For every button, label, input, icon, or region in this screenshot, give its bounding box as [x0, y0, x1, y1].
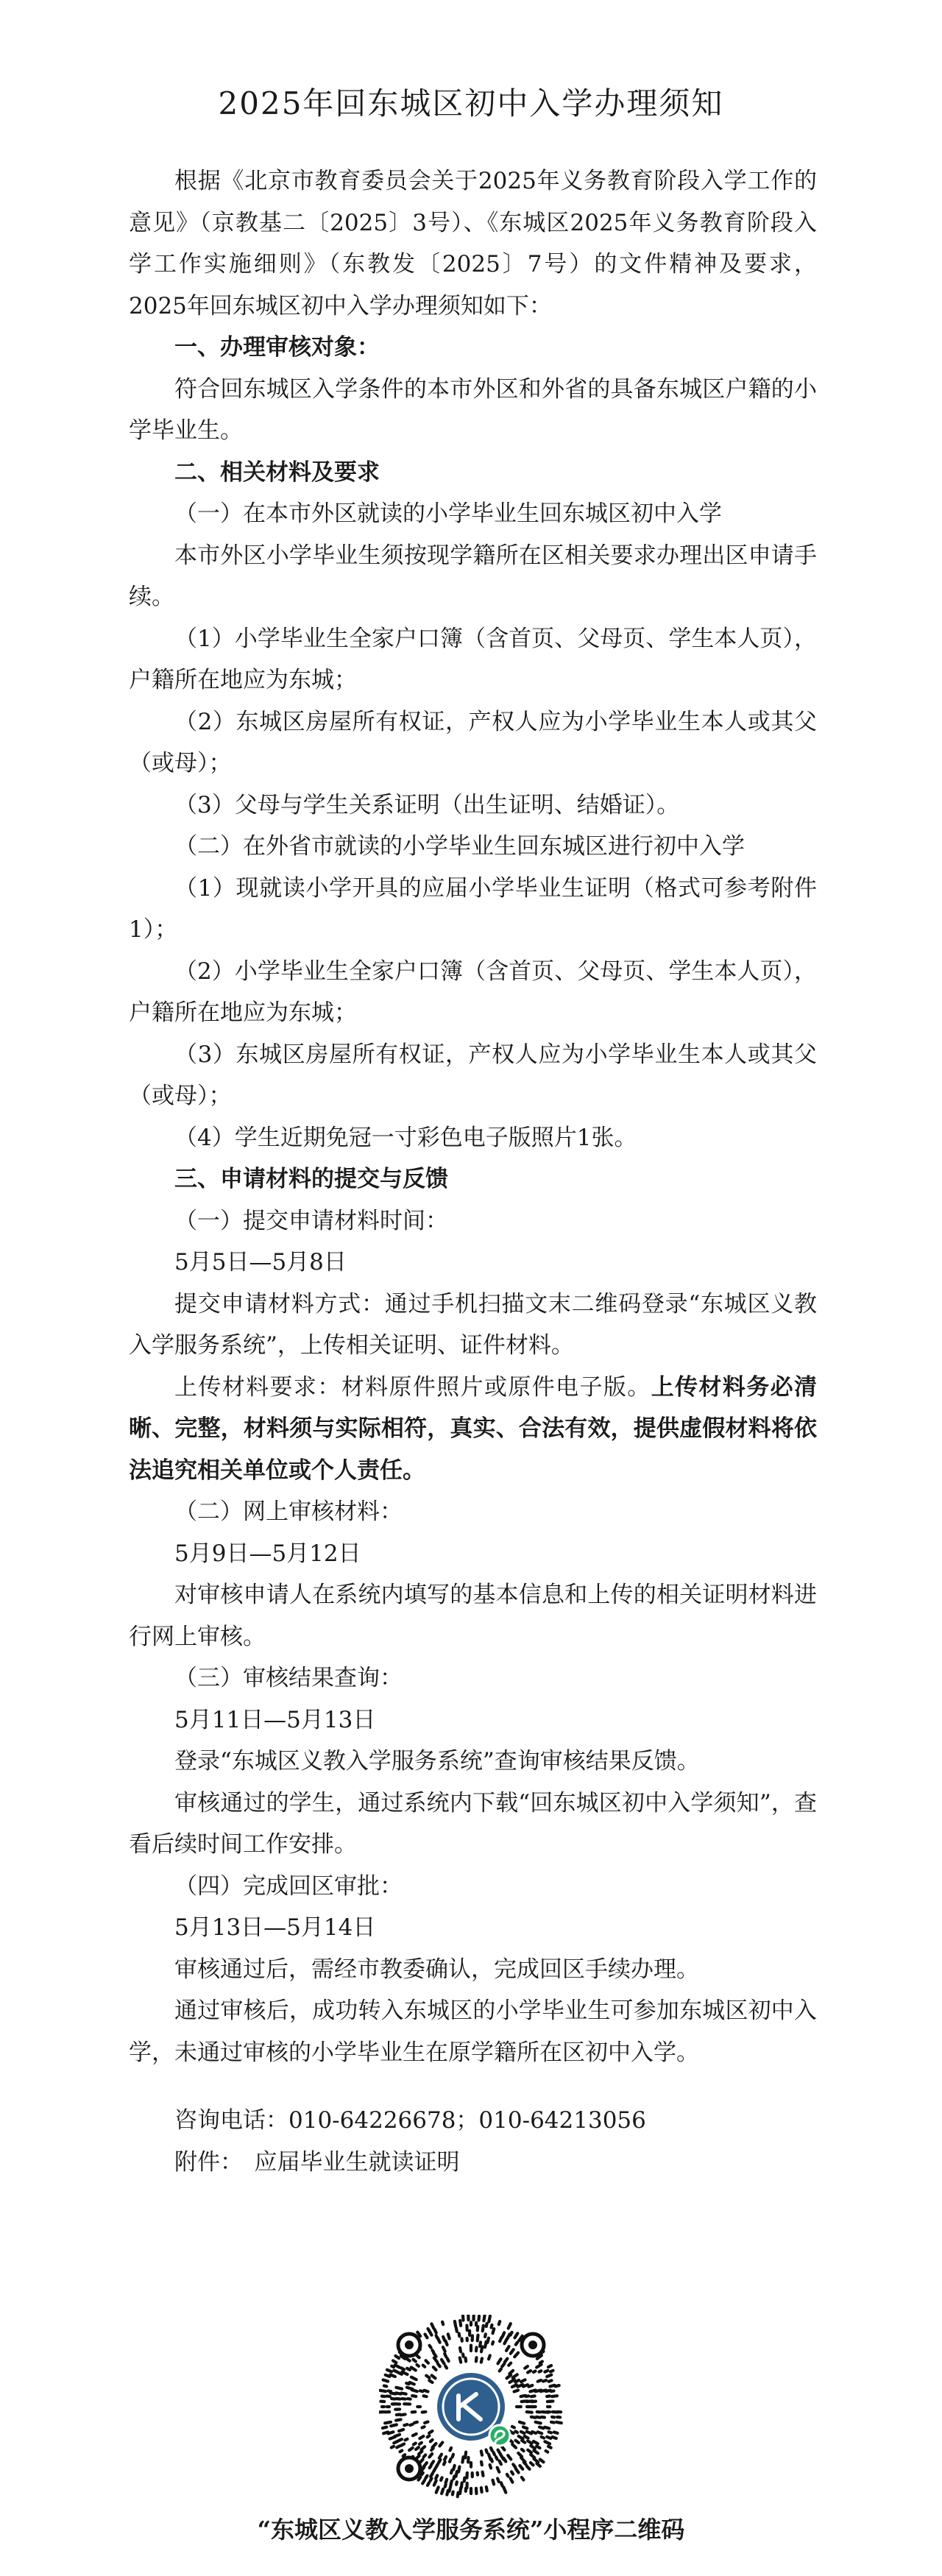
- qr-dash: [546, 2451, 548, 2452]
- qr-dash: [445, 2340, 447, 2345]
- section2-sub2-item: （4）学生近期免冠一寸彩色电子版照片1张。: [174, 1124, 637, 1151]
- qr-dash: [493, 2480, 495, 2485]
- qr-dash: [409, 2448, 413, 2450]
- qr-dash: [411, 2368, 416, 2371]
- qr-dash: [531, 2446, 535, 2449]
- qr-dash: [383, 2380, 389, 2382]
- qr-dash: [493, 2329, 495, 2333]
- qr-dash: [487, 2338, 489, 2343]
- section2-sub2-item: （1）现就读小学开具的应届小学毕业生证明（格式可参考附件1）；: [129, 874, 817, 943]
- qr-dash: [396, 2388, 402, 2389]
- qr-dash: [502, 2363, 504, 2366]
- qr-dash: [549, 2380, 552, 2381]
- qr-dash: [507, 2375, 511, 2379]
- qr-dash: [511, 2332, 512, 2335]
- qr-dash: [401, 2444, 404, 2446]
- qr-dash: [497, 2479, 499, 2482]
- qr-dash: [539, 2427, 544, 2429]
- qr-dash: [545, 2441, 550, 2444]
- qr-dash: [481, 2346, 482, 2352]
- qr-dash: [506, 2346, 509, 2351]
- qr-dash: [433, 2367, 436, 2370]
- qr-dash: [516, 2342, 518, 2344]
- qr-dash: [425, 2476, 427, 2479]
- qr-dash: [392, 2366, 394, 2367]
- qr-dash: [390, 2437, 395, 2439]
- qr-dash: [454, 2476, 455, 2479]
- qr-dash: [443, 2347, 445, 2352]
- qr-dash: [431, 2324, 433, 2328]
- qr-dash: [489, 2355, 490, 2359]
- qr-dash: [403, 2455, 406, 2456]
- qr-dash: [433, 2469, 435, 2471]
- qr-caption: “东城区义教入学服务系统”小程序二维码: [257, 2516, 685, 2544]
- qr-dash: [522, 2449, 524, 2451]
- qr-dash: [504, 2458, 506, 2461]
- mini-program-qr-code[interactable]: [379, 2315, 563, 2499]
- qr-dash: [540, 2460, 544, 2463]
- qr-dash: [460, 2358, 461, 2363]
- qr-dash: [442, 2489, 443, 2494]
- qr-dash: [503, 2332, 505, 2337]
- qr-dash: [522, 2477, 524, 2480]
- qr-dash: [431, 2473, 433, 2477]
- qr-dash: [450, 2459, 451, 2462]
- section2-sub2-item: （3）东城区房屋所有权证，产权人应为小学毕业生本人或其父（或母）；: [129, 1041, 817, 1109]
- qr-dash: [397, 2415, 400, 2416]
- qr-dash: [480, 2342, 481, 2346]
- qr-dash: [451, 2470, 452, 2473]
- qr-dash: [436, 2475, 437, 2478]
- qr-dash: [534, 2441, 538, 2444]
- qr-dash: [534, 2459, 539, 2463]
- qr-dash: [445, 2366, 447, 2368]
- qr-dash: [395, 2356, 399, 2358]
- qr-dash: [414, 2444, 416, 2445]
- qr-dash: [428, 2329, 430, 2331]
- qr-dash: [536, 2463, 540, 2466]
- qr-dash: [413, 2434, 417, 2435]
- section3-sub2-heading: （二）网上审核材料：: [174, 1498, 403, 1525]
- qr-dash: [476, 2357, 477, 2361]
- qr-dash: [497, 2468, 500, 2472]
- section3-sub1-method: 提交申请材料方式：通过手机扫描文末二维码登录“东城区义教入学服务系统”，上传相关证明、证件材料。: [129, 1290, 817, 1359]
- qr-dash: [527, 2432, 531, 2434]
- qr-dash: [426, 2360, 428, 2363]
- qr-dash: [534, 2450, 538, 2453]
- qr-dash: [485, 2334, 486, 2337]
- qr-dash: [456, 2471, 457, 2477]
- qr-dash: [404, 2424, 407, 2425]
- qr-dash: [519, 2436, 523, 2439]
- qr-dash: [516, 2441, 519, 2443]
- qr-dash: [528, 2450, 531, 2453]
- qr-dash: [456, 2482, 457, 2485]
- qr-dash: [424, 2455, 426, 2458]
- qr-dash: [432, 2375, 436, 2378]
- qr-dash: [538, 2432, 542, 2433]
- qr-dash: [512, 2427, 514, 2428]
- qr-dash: [486, 2487, 487, 2491]
- qr-dash: [384, 2386, 386, 2387]
- section3-sub1-date: 5月5日—5月8日: [174, 1249, 347, 1275]
- qr-dash: [503, 2487, 506, 2492]
- qr-dash: [538, 2380, 542, 2382]
- qr-dash: [438, 2364, 440, 2367]
- qr-dash: [542, 2417, 545, 2418]
- qr-dash: [513, 2464, 515, 2467]
- qr-dash: [386, 2375, 390, 2377]
- qr-dash: [394, 2441, 397, 2443]
- qr-dash: [536, 2446, 539, 2449]
- qr-dash: [448, 2334, 450, 2338]
- section3-sub1-heading: （一）提交申请材料时间：: [174, 1207, 448, 1234]
- qr-dash: [453, 2466, 455, 2470]
- qr-dash: [524, 2462, 526, 2464]
- qr-dash: [547, 2375, 551, 2377]
- qr-dash: [451, 2481, 452, 2485]
- qr-dash: [442, 2360, 445, 2364]
- page-title: 2025年回东城区初中入学办理须知: [218, 85, 724, 121]
- qr-dash: [439, 2455, 442, 2458]
- qr-dash: [441, 2477, 442, 2480]
- qr-dash: [397, 2446, 400, 2448]
- qr-dash: [493, 2452, 495, 2455]
- qr-dash: [434, 2480, 436, 2485]
- qr-dash: [534, 2371, 536, 2372]
- section2-sub2-heading: （二）在外省市就读的小学毕业生回东城区进行初中入学: [174, 833, 745, 860]
- qr-dash: [515, 2432, 517, 2433]
- qr-dash: [431, 2440, 433, 2442]
- qr-dash: [424, 2391, 428, 2392]
- qr-dash: [531, 2417, 536, 2418]
- qr-dash: [425, 2335, 428, 2338]
- qr-dash: [439, 2460, 440, 2463]
- qr-dash: [455, 2321, 456, 2326]
- qr-dash: [450, 2448, 451, 2451]
- qr-dash: [406, 2359, 409, 2361]
- qr-dash: [509, 2324, 511, 2328]
- qr-dash: [428, 2483, 429, 2485]
- qr-dash: [527, 2412, 532, 2413]
- qr-dash: [481, 2462, 482, 2466]
- qr-dash: [407, 2388, 413, 2389]
- section2-sub1-heading: （一）在本市外区就读的小学毕业生回东城区初中入学: [174, 500, 722, 527]
- qr-dash: [528, 2441, 532, 2444]
- qr-dash: [531, 2455, 534, 2458]
- qr-dash: [500, 2369, 501, 2371]
- qr-dash: [553, 2437, 556, 2438]
- qr-dash: [518, 2453, 522, 2457]
- section3-sub3-body: 审核通过的学生，通过系统内下载“回东城区初中入学须知”，查看后续时间工作安排。: [129, 1789, 817, 1858]
- qr-dash: [447, 2358, 449, 2361]
- qr-dash: [464, 2478, 465, 2482]
- qr-dash: [540, 2362, 542, 2363]
- qr-dash: [445, 2457, 446, 2460]
- section3-sub3-date: 5月11日—5月13日: [174, 1706, 376, 1733]
- section3-heading: 三、申请材料的提交与反馈: [174, 1166, 448, 1192]
- qr-dash: [483, 2472, 484, 2476]
- qr-dash: [394, 2371, 397, 2372]
- qr-dash: [460, 2321, 461, 2326]
- section3-sub4-body: 通过审核后，成功转入东城区的小学毕业生可参加东城区初中入学，未通过审核的小学毕业生在原学籍所在区初中入学。: [129, 1998, 817, 2066]
- qr-dash: [387, 2370, 392, 2372]
- qr-dash: [459, 2334, 460, 2337]
- qr-dash: [499, 2321, 500, 2324]
- qr-dash: [476, 2347, 477, 2351]
- section2-sub2-item: （2）小学毕业生全家户口簿（含首页、父母页、学生本人页），户籍所在地应为东城；: [129, 958, 817, 1026]
- qr-locator-dot: [528, 2340, 537, 2349]
- qr-dash: [554, 2432, 558, 2433]
- qr-dash: [489, 2316, 490, 2322]
- qr-dash: [460, 2348, 461, 2352]
- qr-dash: [447, 2491, 448, 2495]
- qr-dash: [510, 2379, 515, 2382]
- qr-dash: [421, 2446, 425, 2449]
- qr-dash: [419, 2452, 422, 2455]
- qr-dash: [500, 2338, 501, 2341]
- qr-dash: [463, 2315, 464, 2320]
- qr-dash: [515, 2380, 519, 2382]
- qr-dash: [431, 2448, 433, 2450]
- qr-dash: [462, 2457, 463, 2462]
- qr-dash: [431, 2478, 432, 2480]
- mini-program-qr-icon[interactable]: [379, 2315, 563, 2499]
- qr-dash: [429, 2431, 432, 2433]
- qr-dash: [486, 2324, 487, 2326]
- qr-dash: [445, 2354, 446, 2357]
- qr-dash: [439, 2443, 442, 2446]
- qr-dash: [406, 2439, 408, 2441]
- qr-dash: [463, 2354, 464, 2356]
- qr-dash: [536, 2365, 541, 2368]
- qr-dash: [442, 2322, 443, 2324]
- section3-sub2-body: 对审核申请人在系统内填写的基本信息和上传的相关证明材料进行网上审核。: [129, 1582, 817, 1650]
- qr-dash: [419, 2477, 421, 2480]
- qr-dash: [443, 2337, 445, 2340]
- attachment-line: 附件： 应届毕业生就读证明: [174, 2148, 460, 2176]
- qr-dash: [551, 2391, 554, 2392]
- qr-dash: [501, 2483, 503, 2485]
- mini-program-badge-icon: [489, 2425, 510, 2446]
- qr-dash: [481, 2488, 482, 2492]
- qr-dash: [407, 2368, 410, 2370]
- qr-dash: [435, 2329, 436, 2332]
- qr-dash: [532, 2432, 536, 2433]
- qr-dash: [400, 2451, 403, 2452]
- qr-dash: [456, 2328, 457, 2332]
- section3-sub2-date: 5月9日—5月12日: [174, 1540, 361, 1567]
- section2-sub1-item: （1）小学毕业生全家户口簿（含首页、父母页、学生本人页），户籍所在地应为东城；: [129, 625, 817, 693]
- section1-body: 符合回东城区入学条件的本市外区和外省的具备东城区户籍的小学毕业生。: [129, 375, 817, 444]
- qr-dash: [392, 2446, 394, 2448]
- qr-dash: [481, 2451, 482, 2455]
- qr-dash: [545, 2371, 548, 2372]
- qr-dash: [422, 2412, 426, 2413]
- qr-dash: [514, 2353, 518, 2357]
- qr-dash: [496, 2457, 497, 2459]
- qr-dash: [516, 2469, 519, 2472]
- qr-dash: [419, 2443, 422, 2444]
- qr-dash: [525, 2436, 528, 2438]
- section1-heading: 一、办理审核对象：: [174, 334, 380, 361]
- qr-dash: [419, 2436, 423, 2438]
- qr-dash: [458, 2467, 459, 2472]
- qr-locator-dot: [405, 2464, 414, 2473]
- requirements-plain: 上传材料要求：材料原件照片或原件电子版。: [174, 1373, 651, 1401]
- section3-sub4-heading: （四）完成回区审批：: [174, 1872, 403, 1900]
- qr-dash: [401, 2368, 404, 2369]
- qr-dash: [466, 2358, 467, 2362]
- qr-dash: [430, 2466, 431, 2468]
- qr-dash: [465, 2452, 466, 2458]
- qr-dash: [383, 2427, 386, 2428]
- qr-dash: [429, 2380, 432, 2382]
- qr-dash: [389, 2391, 392, 2392]
- qr-dash: [426, 2376, 429, 2378]
- qr-dash: [509, 2371, 513, 2374]
- qr-dash: [545, 2427, 549, 2429]
- qr-dash: [548, 2366, 551, 2367]
- qr-dash: [395, 2365, 400, 2367]
- qr-dash: [432, 2350, 433, 2352]
- qr-dash: [430, 2346, 431, 2348]
- intro-paragraph: 根据《北京市教育委员会关于2025年义务教育阶段入学工作的意见》（京教基二〔2025〕3号）、《东城区2025年义务教育阶段入学工作实施细则》（东教发〔2025〕7号）的文件精神及要求，2025年回东城区初中入学办理须知如下：: [129, 168, 817, 319]
- qr-dash: [511, 2471, 513, 2474]
- qr-dash: [391, 2424, 397, 2426]
- qr-dash: [481, 2358, 482, 2362]
- qr-dash: [399, 2430, 403, 2431]
- qr-dash: [512, 2385, 517, 2387]
- qr-dash: [434, 2358, 437, 2363]
- qr-dash: [556, 2422, 562, 2423]
- qr-dash: [422, 2473, 423, 2475]
- qr-dash: [508, 2455, 511, 2459]
- qr-dash: [502, 2447, 504, 2450]
- contact-phone: 咨询电话：010-64226678；010-64213056: [174, 2107, 646, 2134]
- qr-dash: [445, 2485, 446, 2487]
- qr-dash: [528, 2371, 531, 2372]
- section3-sub4-body: 审核通过后，需经市教委确认，完成回区手续办理。: [174, 1956, 699, 1983]
- qr-dash: [436, 2487, 439, 2492]
- qr-dash: [515, 2333, 518, 2338]
- qr-dash: [428, 2435, 430, 2437]
- qr-dash: [527, 2466, 530, 2469]
- qr-dash: [522, 2441, 525, 2443]
- qr-dash: [492, 2342, 493, 2344]
- qr-dash: [444, 2462, 445, 2464]
- qr-dash: [491, 2448, 492, 2451]
- qr-dash: [543, 2380, 546, 2381]
- qr-dash: [528, 2385, 532, 2387]
- qr-dash: [513, 2374, 517, 2377]
- spacer: [129, 2073, 817, 2100]
- qr-dash: [547, 2396, 550, 2397]
- qr-dash: [523, 2427, 527, 2429]
- qr-dash: [521, 2432, 525, 2433]
- qr-dash: [429, 2454, 432, 2458]
- qr-dash: [521, 2379, 525, 2382]
- document-body: [129, 160, 817, 2183]
- qr-dash: [431, 2461, 433, 2464]
- qr-dash: [393, 2360, 396, 2363]
- section3-sub3-body: 登录“东城区义教入学服务系统”查询审核结果反馈。: [174, 1748, 700, 1774]
- qr-dash: [551, 2422, 554, 2423]
- qr-dash: [547, 2437, 550, 2438]
- qr-dash: [398, 2372, 402, 2374]
- qr-dash: [387, 2396, 390, 2397]
- requirements-bold: 上传材料务必清晰、完整，材料须与实际相符，真实、合法有效，提供虚假材料将依法追究相关单位或个人责任。: [129, 1373, 818, 1484]
- qr-dash: [406, 2383, 408, 2384]
- qr-dash: [479, 2316, 480, 2321]
- qr-dash: [550, 2371, 553, 2372]
- qr-dash: [531, 2463, 534, 2465]
- qr-dash: [556, 2385, 559, 2386]
- qr-dash: [422, 2480, 425, 2484]
- qr-dash: [511, 2478, 513, 2482]
- section3-sub1-requirements: [129, 1367, 817, 1492]
- qr-dash: [511, 2349, 514, 2354]
- qr-dash: [414, 2360, 416, 2362]
- qr-dash: [523, 2385, 528, 2386]
- qr-dash: [536, 2422, 541, 2424]
- qr-dash: [420, 2460, 422, 2463]
- section2-sub1-item: （3）父母与学生关系证明（出生证明、结婚证）。: [174, 791, 680, 818]
- qr-dash: [486, 2450, 487, 2453]
- qr-dash: [548, 2446, 551, 2448]
- qr-dash: [525, 2366, 528, 2368]
- section2-sub1-item: （2）东城区房屋所有权证，产权人应为小学毕业生本人或其父（或母）；: [129, 708, 817, 776]
- section2-sub1-body: 本市外区小学毕业生须按现学籍所在区相关要求办理出区申请手续。: [129, 542, 817, 610]
- qr-dash: [498, 2359, 501, 2363]
- qr-dash: [436, 2335, 438, 2338]
- qr-dash: [514, 2391, 519, 2392]
- qr-dash: [411, 2377, 417, 2379]
- qr-dash: [542, 2437, 545, 2438]
- qr-dash: [414, 2422, 417, 2423]
- section2-heading: 二、相关材料及要求: [174, 459, 380, 486]
- qr-dash: [385, 2422, 391, 2424]
- qr-dash: [505, 2359, 508, 2363]
- qr-dash: [520, 2466, 523, 2469]
- qr-dash: [483, 2326, 484, 2332]
- qr-dash: [416, 2447, 419, 2449]
- qr-dash: [410, 2424, 412, 2425]
- qr-dash: [460, 2488, 461, 2494]
- qr-dash: [536, 2417, 540, 2418]
- section3-sub4-date: 5月13日—5月14日: [174, 1914, 376, 1941]
- qr-dash: [500, 2461, 501, 2465]
- qr-dash: [446, 2480, 447, 2483]
- qr-dash: [425, 2422, 428, 2424]
- qr-dash: [383, 2432, 388, 2434]
- qr-locator-dot: [405, 2340, 414, 2349]
- qr-dash: [507, 2474, 509, 2477]
- qr-dash: [509, 2363, 511, 2366]
- qr-dash: [423, 2366, 425, 2367]
- qr-dash: [396, 2419, 401, 2420]
- qr-dash: [490, 2465, 492, 2469]
- qr-dash: [417, 2365, 419, 2366]
- qr-dash: [520, 2422, 524, 2424]
- section3-sub3-heading: （三）审核结果查询：: [174, 1665, 403, 1691]
- qr-dash: [512, 2444, 516, 2448]
